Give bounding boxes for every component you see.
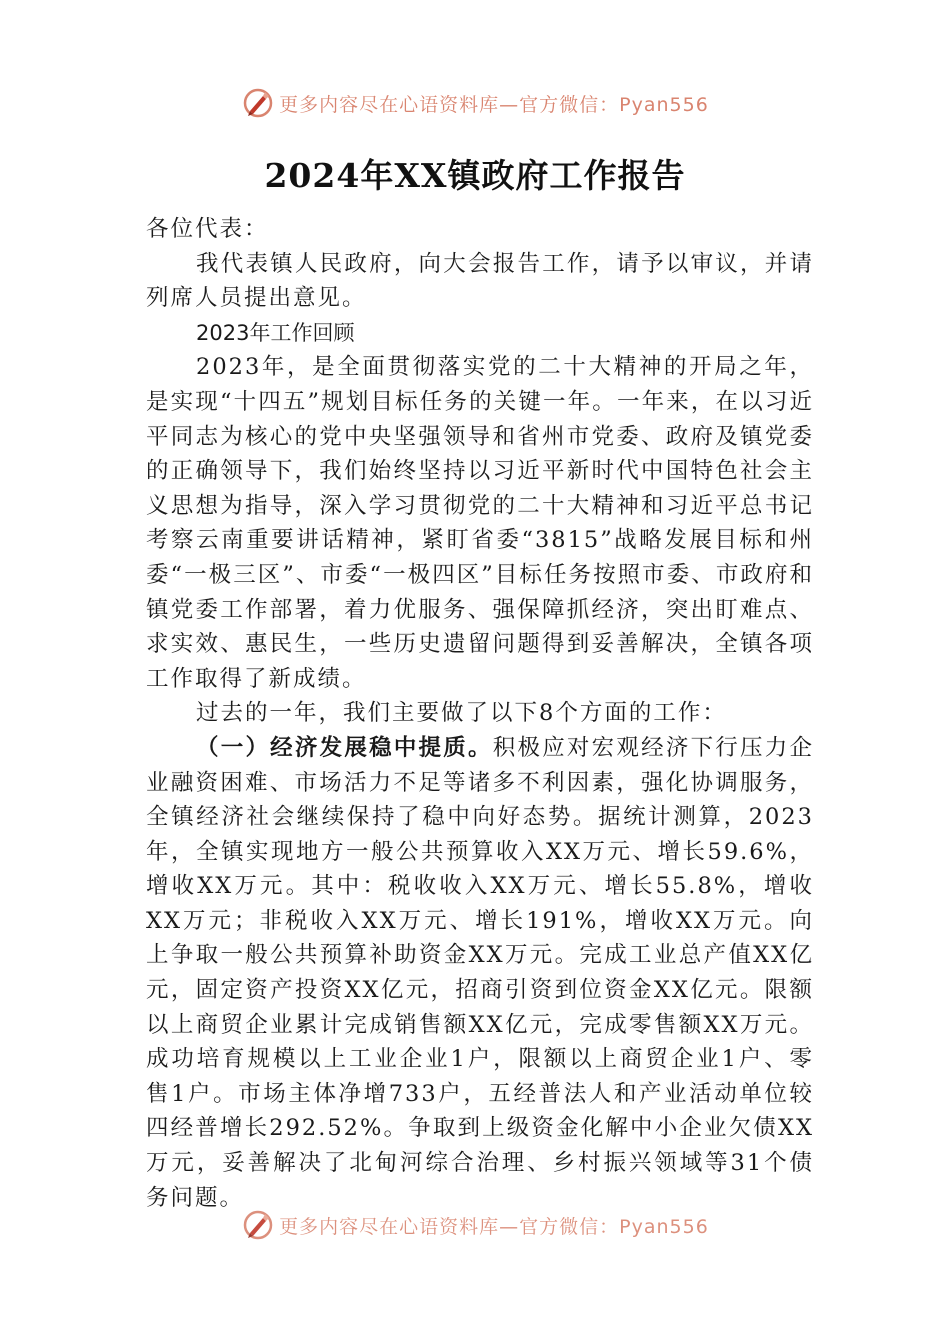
pen-logo-icon [241,1208,275,1242]
paragraph-review: 2023年，是全面贯彻落实党的二十大精神的开局之年，是实现“十四五”规划目标任务的关键一年。一年来，在以习近平同志为核心的党中央坚强领导和省州市党委、政府及镇党委的正确领导下，我们始终坚持以习近平新时代中国特色社会主义思想为指导，深入学习贯彻党的二十大精神和习近平总书记考察云南重要讲话精神，紧盯省委“3815”战略发展目标和州委“一极三区”、市委“一极四区”目标任务按照市委、市政府和镇党委工作部署，着力优服务、强保障抓经济，突出盯难点、求实效、惠民生，一些历史遗留问题得到妥善解决，全镇各项工作取得了新成绩。 [146,354,814,692]
paragraph-economy-lead: （一）经济发展稳中提质。 [196,734,493,761]
document-body [146,212,814,1215]
paragraph-economy-body: 积极应对宏观经济下行压力企业融资困难、市场活力不足等诸多不利因素，强化协调服务，全镇经济社会继续保持了稳中向好态势。据统计测算，2023年，全镇实现地方一般公共预算收入XX万元、增长59.6%，增收XX万元。其中：税收收入XX万元、增长55.8%，增收XX万元；非税收入XX万元、增长191%，增收XX万元。向上争取一般公共预算补助资金XX万元。完成工业总产值XX亿元，固定资产投资XX亿元，招商引资到位资金XX亿元。限额以上商贸企业累计完成销售额XX亿元，完成零售额XX万元。成功培育规模以上工业企业1户，限额以上商贸企业1户、零售1户。市场主体净增733户，五经普法人和产业活动单位较四经普增长292.52%。争取到上级资金化解中小企业欠债XX万元，妥善解决了北甸河综合治理、乡村振兴领域等31个债务问题。 [146,734,814,1211]
watermark-header [0,86,950,120]
paragraph-summary: 过去的一年，我们主要做了以下8个方面的工作： [196,700,727,727]
intro-paragraph: 我代表镇人民政府，向大会报告工作，请予以审议，并请列席人员提出意见。 [146,250,814,312]
paragraph-economy [146,731,814,1215]
salutation: 各位代表： [146,216,269,242]
watermark-text: 更多内容尽在心语资料库—官方微信：Pyan556 [279,1215,709,1238]
document-title: 2024年XX镇政府工作报告 [264,156,686,195]
watermark-text: 更多内容尽在心语资料库—官方微信：Pyan556 [279,93,709,116]
section-heading: 2023年工作回顾 [196,320,355,345]
watermark-footer [0,1208,950,1242]
pen-logo-icon [241,86,275,120]
